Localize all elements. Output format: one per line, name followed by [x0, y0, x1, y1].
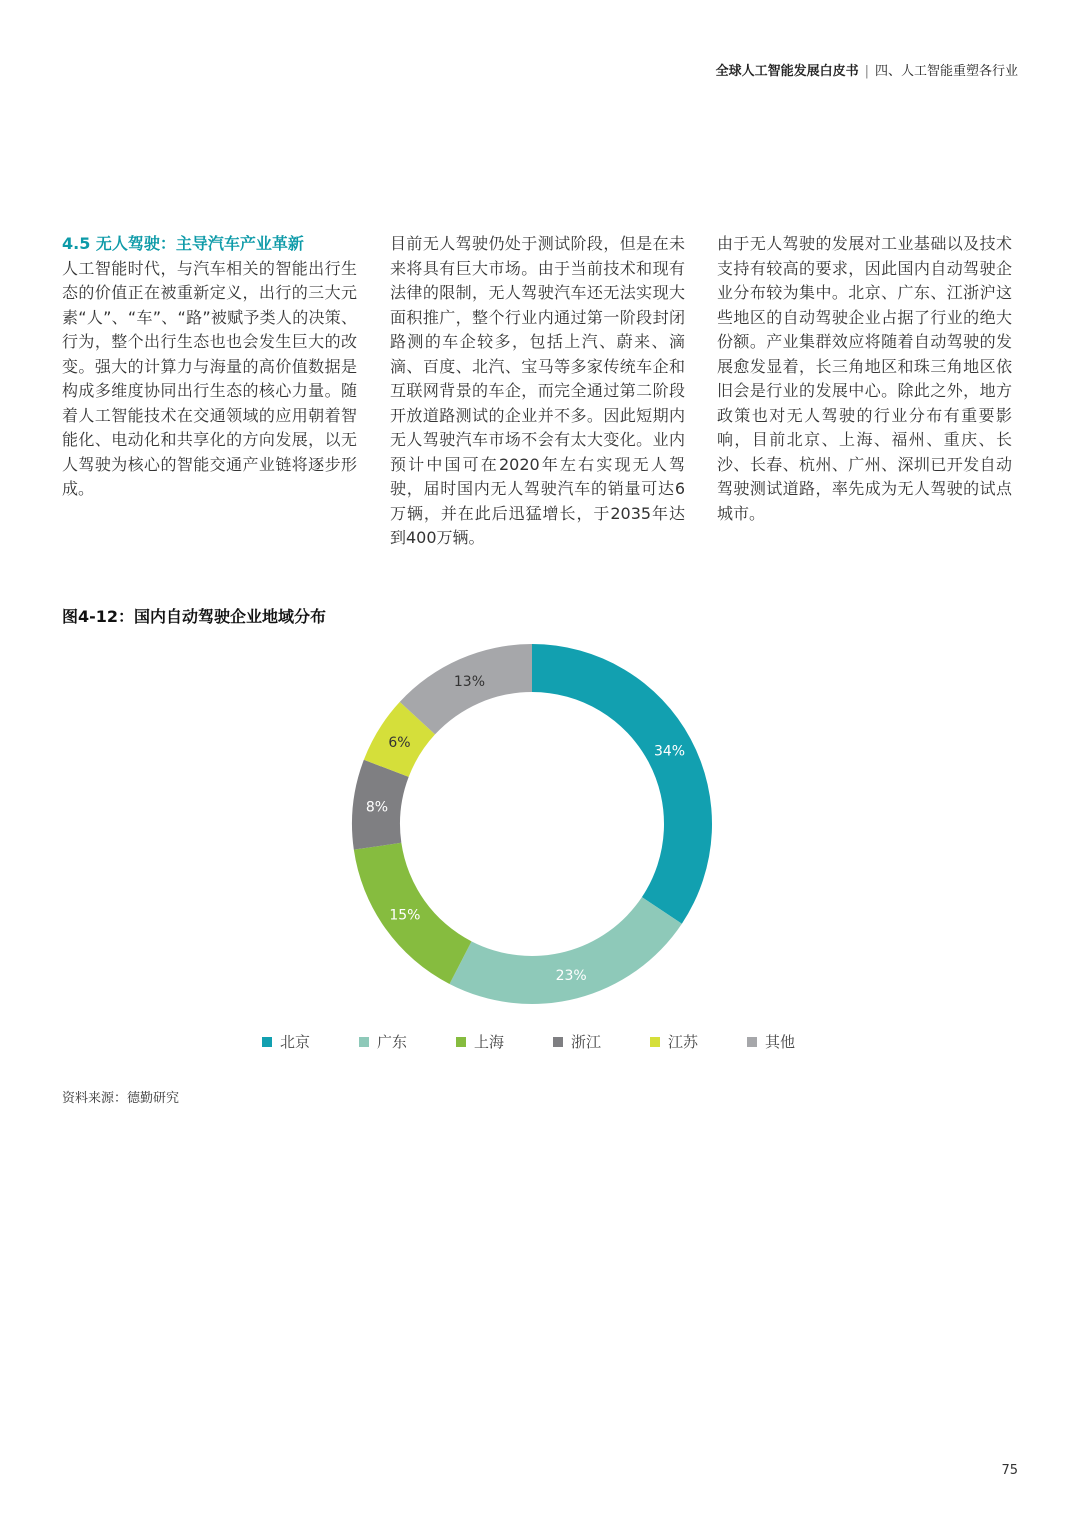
legend-item — [456, 1031, 553, 1052]
legend-swatch — [262, 1037, 272, 1047]
legend-label: 北京 — [280, 1033, 311, 1051]
legend-swatch — [456, 1037, 466, 1047]
chapter-title: 四、人工智能重塑各行业 — [874, 64, 1018, 79]
legend-item — [553, 1031, 650, 1052]
legend-swatch — [650, 1037, 660, 1047]
section-title: 4.5 无人驾驶：主导汽车产业革新 — [62, 234, 304, 253]
slice-label-江苏: 6% — [388, 734, 411, 751]
slice-label-上海: 15% — [389, 907, 421, 924]
legend-item — [262, 1031, 359, 1052]
header-separator: | — [864, 64, 869, 79]
slice-label-北京: 34% — [653, 743, 686, 760]
legend-swatch — [359, 1037, 369, 1047]
slice-label-浙江: 8% — [365, 799, 389, 816]
text-column-3: 由于无人驾驶的发展对工业基础以及技术支持有较高的要求，因此国内自动驾驶企业分布较为集中。北京、广东、江浙沪这些地区的自动驾驶企业占据了行业的绝大份额。产业集群效应将随着自动驾驶的发展愈发显着，长三角地区和珠三角地区依旧会是行业的发展中心。除此之外，地方政策也对无人驾驶的行业分布有重要影响，目前北京、上海、福州、重庆、长沙、长春、杭州、广州、深圳已开发自动驾驶测试道路，率先成为无人驾驶的试点城市。 — [717, 234, 1012, 523]
document-title: 全球人工智能发展白皮书 — [715, 64, 859, 79]
column-1-text: 人工智能时代，与汽车相关的智能出行生态的价值正在被重新定义，出行的三大元素“人”、“车”、“路”被赋予类人的决策、行为，整个出行生态也也会发生巨大的改变。强大的计算力与海量的高价值数据是构成多维度协同出行生态的核心力量。随着人工智能技术在交通领域的应用朝着智能化、电动化和共享化的方向发展，以无人驾驶为核心的智能交通产业链将逐步形成。 — [62, 258, 357, 498]
legend-label: 广东 — [377, 1033, 408, 1051]
legend-swatch — [553, 1037, 563, 1047]
text-column-2: 目前无人驾驶仍处于测试阶段，但是在未来将具有巨大市场。由于当前技术和现有法律的限制，无人驾驶汽车还无法实现大面积推广，整个行业内通过第一阶段封闭路测的车企较多，包括上汽、蔚来、滴滴、百度、北汽、宝马等多家传统车企和互联网背景的车企，而完全通过第二阶段开放道路测试的企业并不多。因此短期内无人驾驶汽车市场不会有太大变化。业内预计中国可在2020年左右实现无人驾驶，届时国内无人驾驶汽车的销量可达6万辆，并在此后迅猛增长，于2035年达到400万辆。 — [390, 234, 685, 547]
legend-item — [359, 1031, 456, 1052]
legend-item — [650, 1031, 747, 1052]
chart-legend — [262, 1031, 844, 1052]
slice-label-广东: 23% — [555, 968, 587, 984]
legend-label: 上海 — [474, 1033, 505, 1051]
legend-item — [747, 1031, 844, 1052]
legend-label: 江苏 — [668, 1033, 699, 1051]
figure-title: 图4-12：国内自动驾驶企业地域分布 — [62, 607, 327, 626]
data-source: 资料来源：德勤研究 — [62, 1091, 180, 1106]
legend-label: 其他 — [765, 1033, 796, 1051]
legend-label: 浙江 — [571, 1033, 602, 1051]
legend-swatch — [747, 1037, 757, 1047]
donut-slice-广东 — [450, 897, 682, 1004]
slice-label-其他: 13% — [453, 674, 486, 691]
page-number: 75 — [1001, 1463, 1018, 1478]
donut-slice-北京 — [532, 644, 712, 924]
